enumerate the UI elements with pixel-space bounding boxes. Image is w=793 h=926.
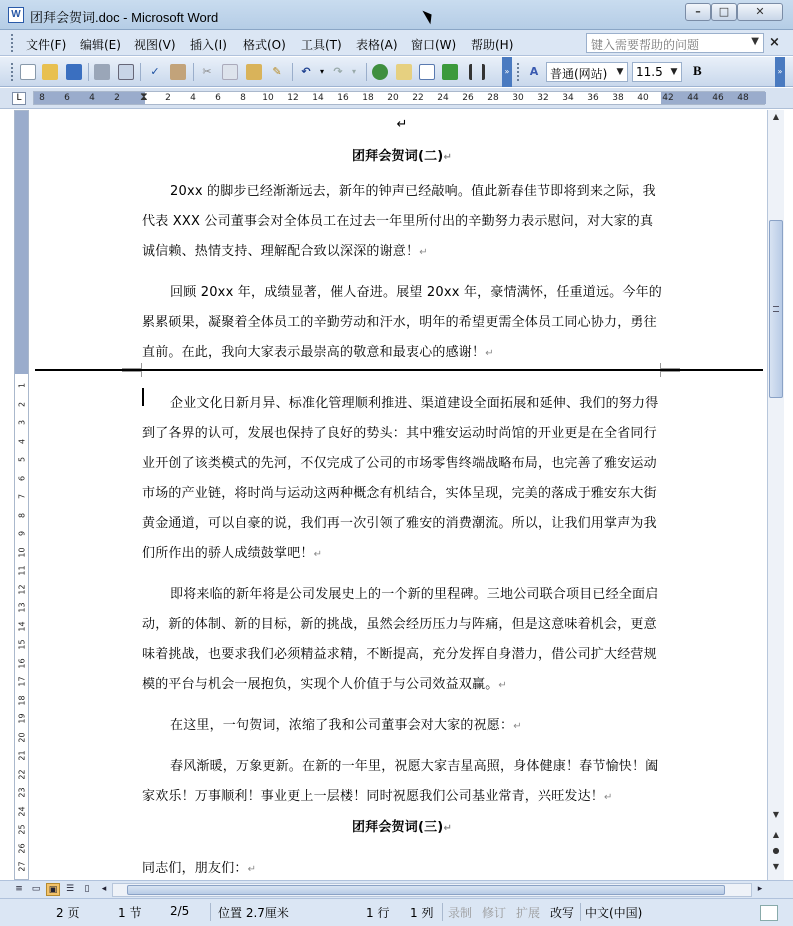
- title-bar: [0, 0, 793, 30]
- paragraph: [142, 278, 662, 369]
- styles-pane-icon[interactable]: A: [529, 65, 539, 78]
- close-window-button[interactable]: ✕: [737, 3, 783, 21]
- window-title: 团拜会贺词.doc - Microsoft Word: [30, 10, 219, 25]
- undo-dropdown-icon[interactable]: ▾: [319, 67, 324, 76]
- toolbar-separator: [140, 63, 141, 81]
- vertical-ruler-tick-label: 20: [17, 731, 27, 743]
- vertical-ruler-tick-label: 2: [17, 401, 27, 407]
- vertical-ruler-tick-label: 5: [17, 456, 27, 463]
- vertical-scrollbar[interactable]: [767, 110, 784, 880]
- thumb-grip: [773, 306, 779, 312]
- paragraph: [142, 389, 662, 570]
- toolbar-separator: [366, 63, 367, 81]
- document-body[interactable]: [142, 116, 662, 880]
- paragraph-mark: ↵: [513, 721, 522, 732]
- status-bar: [0, 898, 793, 926]
- vertical-ruler-tick-label: 24: [17, 805, 27, 817]
- vertical-ruler-tick-label: 10: [17, 546, 27, 558]
- vertical-ruler-tick-label: 17: [17, 676, 27, 687]
- ruler-tick-label: 32: [537, 93, 549, 103]
- help-search-placeholder: 键入需要帮助的问题: [591, 38, 700, 52]
- paragraph-text: 春风渐暖，万象更新。在新的一年里，祝愿大家吉星高照，身体健康！春节愉快！阖家欢乐！万事顺利！事业更上一层楼！同时祝愿我们公司基业常青，兴旺发达！: [142, 759, 659, 804]
- ruler-tick-label: 10: [262, 93, 274, 103]
- vertical-ruler[interactable]: [14, 110, 29, 880]
- toolbar-grip-handle[interactable]: [11, 63, 14, 81]
- cut-icon[interactable]: ✂: [202, 65, 212, 78]
- heading-3-text: 团拜会贺词(三): [351, 820, 444, 835]
- next-page-icon[interactable]: ▼: [772, 862, 780, 871]
- redo-dropdown-icon[interactable]: ▾: [351, 67, 356, 76]
- ruler-tick-label: 46: [712, 93, 724, 103]
- vertical-ruler-tick-label: 13: [17, 602, 27, 613]
- copy-icon[interactable]: [222, 64, 238, 80]
- ruler-tick-label: 40: [637, 93, 649, 103]
- paragraph: [142, 854, 662, 880]
- paragraph-text: 20xx 的脚步已经渐渐远去，新年的钟声已经敲响。值此新春佳节即将到来之际，我代表 XXX 公司董事会对全体员工在过去一年里所付出的辛勤努力表示慰问，对大家的真诚信赖、热情支持、理解配合致以深深的谢意！: [142, 184, 656, 259]
- ruler-tick-label: 44: [687, 93, 699, 103]
- ruler-tick-label: 14: [312, 93, 324, 103]
- paragraph: [142, 580, 662, 701]
- menu-grip-handle[interactable]: [11, 34, 14, 52]
- ruler-tick-label: 6: [64, 93, 70, 103]
- vertical-ruler-tick-label: 9: [17, 530, 27, 537]
- ruler-tick-label: 4: [89, 93, 95, 103]
- ruler-tick-label: 42: [662, 93, 674, 103]
- horizontal-scrollbar[interactable]: [112, 883, 752, 897]
- mouse-pointer-icon: [422, 8, 435, 25]
- chevron-down-icon[interactable]: ▼: [751, 36, 759, 47]
- ruler-tick-label: 26: [462, 93, 474, 103]
- vertical-ruler-tick-label: 18: [17, 694, 27, 706]
- status-page-of: 2/5: [170, 904, 190, 918]
- open-folder-icon[interactable]: [42, 64, 58, 80]
- tables-borders-icon[interactable]: [396, 64, 412, 80]
- ruler-tick-label: 8: [240, 93, 246, 103]
- status-extend[interactable]: 扩展: [516, 906, 541, 920]
- toolbar-separator: [292, 63, 293, 81]
- view-and-hscroll-row: [0, 880, 793, 898]
- ruler-tick-label: 2: [114, 93, 120, 103]
- vertical-ruler-tick-label: 15: [17, 639, 27, 650]
- paragraph: [142, 177, 662, 268]
- spelling-icon[interactable]: ✓: [150, 65, 160, 78]
- toolbar-separator: [88, 63, 89, 81]
- vertical-ruler-tick-label: 19: [17, 713, 27, 724]
- vertical-ruler-tick-label: 8: [17, 512, 27, 518]
- scroll-right-icon[interactable]: ▸: [757, 884, 763, 894]
- chevron-down-icon[interactable]: ▼: [616, 67, 624, 77]
- vertical-ruler-tick-label: 21: [17, 750, 27, 761]
- ruler-tick-label: 28: [487, 93, 499, 103]
- heading-2-text: 团拜会贺词(二): [351, 149, 444, 164]
- print-preview-icon[interactable]: [118, 64, 134, 80]
- toolbar-separator: [193, 63, 194, 81]
- scroll-down-icon[interactable]: ▼: [772, 810, 780, 819]
- vertical-ruler-tick-label: 6: [17, 475, 27, 481]
- ruler-tick-label: 38: [612, 93, 624, 103]
- vertical-ruler-tick-label: 25: [17, 824, 27, 835]
- paragraph-mark: ↵: [443, 152, 453, 163]
- ruler-tick-label: 4: [190, 93, 196, 103]
- research-icon[interactable]: [170, 64, 186, 80]
- empty-paragraph-mark: ↵: [396, 117, 408, 132]
- vertical-ruler-tick-label: 27: [17, 861, 27, 872]
- ruler-tick-label: 8: [39, 93, 45, 103]
- status-overtype[interactable]: 改写: [550, 906, 575, 920]
- status-section: 1 节: [118, 906, 142, 920]
- ruler-tick-label: 12: [287, 93, 299, 103]
- help-search-input[interactable]: [586, 33, 764, 53]
- vertical-ruler-tick-label: 4: [17, 438, 27, 444]
- new-doc-icon[interactable]: [20, 64, 36, 80]
- paragraph-mark: ↵: [419, 247, 428, 258]
- scrollbar-thumb[interactable]: [769, 220, 783, 398]
- toolbar-options-icon[interactable]: »: [775, 57, 785, 87]
- menu-edit[interactable]: 编辑(E): [80, 38, 121, 52]
- ruler-tick-label: 24: [437, 93, 449, 103]
- web-layout-icon[interactable]: ▭: [31, 884, 41, 894]
- scroll-left-icon[interactable]: ◂: [101, 884, 107, 894]
- vertical-ruler-tick-label: 22: [17, 768, 27, 780]
- paragraph-mark: ↵: [247, 864, 257, 875]
- format-toolbar-grip-handle[interactable]: [517, 63, 520, 81]
- ruler-tick-label: 30: [512, 93, 524, 103]
- toolbar-options-icon[interactable]: »: [502, 57, 512, 87]
- font-size-select[interactable]: [632, 62, 682, 82]
- redo-icon[interactable]: ↷: [333, 65, 343, 78]
- insert-excel-icon[interactable]: [442, 64, 458, 80]
- status-separator: [210, 903, 211, 921]
- paragraph-mark: ↵: [313, 549, 323, 560]
- reading-layout-icon[interactable]: ▯: [84, 884, 90, 894]
- bold-button[interactable]: B: [693, 63, 702, 78]
- document-canvas[interactable]: [30, 110, 767, 880]
- vertical-ruler-tick-label: 7: [17, 493, 27, 500]
- menu-tools[interactable]: 工具(T): [301, 38, 342, 52]
- minimize-button[interactable]: –: [685, 3, 711, 21]
- vertical-ruler-tick-label: 16: [17, 657, 27, 669]
- paragraph-text: 同志们，朋友们：: [142, 861, 248, 876]
- status-separator: [442, 903, 443, 921]
- status-separator: [580, 903, 581, 921]
- outline-view-icon[interactable]: ☰: [65, 884, 75, 894]
- vertical-ruler-tick-label: 11: [17, 565, 27, 576]
- menu-window[interactable]: 窗口(W): [411, 38, 457, 52]
- paragraph-text: 企业文化日新月异、标准化管理顺利推进、渠道建设全面拓展和延伸、我们的努力得到了各界的认可，发展也保持了良好的势头：其中雅安运动时尚馆的开业更是在全省同行业开创了该类模式的先河，不仅完成了公司的市场零售终端战略布局，也完善了雅安运动市场的产业链，将时尚与运动这两种概念有机结合，实体呈现，完美的落成于雅安东大街黄金通道，可以自豪的说，我们再一次引领了雅安的消费潮流。所以，让我们用掌声为我们所作出的骄人成绩鼓掌吧！: [142, 396, 659, 561]
- paragraph: [142, 752, 662, 813]
- vertical-ruler-tick-label: 1: [17, 382, 27, 389]
- paragraph-text: 即将来临的新年将是公司发展史上的一个新的里程碑。三地公司联合项目已经全面启动，新的体制、新的目标，新的挑战，虽然会经历压力与阵痛，但是这意味着机会，更意味着挑战，也要求我们必须精益求精，不断提高，充分发挥自身潜力，借公司扩大经营规模的平台与机会一展抱负，实现个人价值于与公司效益双赢。: [142, 587, 659, 692]
- scroll-up-icon[interactable]: ▲: [772, 112, 780, 121]
- tab-selector[interactable]: L: [12, 92, 26, 105]
- save-icon[interactable]: [66, 64, 82, 80]
- format-painter-icon[interactable]: ✎: [272, 65, 282, 78]
- horizontal-ruler[interactable]: [33, 91, 765, 105]
- ruler-tick-label: 2: [165, 93, 171, 103]
- status-position: 位置 2.7厘米: [218, 906, 289, 920]
- vertical-ruler-tick-label: 3: [17, 419, 27, 426]
- previous-page-icon[interactable]: ▲: [772, 830, 780, 839]
- close-document-button[interactable]: ×: [769, 35, 780, 50]
- menu-table[interactable]: 表格(A): [356, 38, 398, 52]
- insert-table-icon[interactable]: [419, 64, 435, 80]
- menu-file[interactable]: 文件(F): [26, 38, 67, 52]
- menu-help[interactable]: 帮助(H): [471, 38, 514, 52]
- menu-view[interactable]: 视图(V): [134, 38, 176, 52]
- status-line: 1 行: [366, 906, 390, 920]
- ruler-tick-label: 22: [412, 93, 424, 103]
- normal-view-icon[interactable]: ≡: [15, 884, 23, 894]
- status-record[interactable]: 录制: [448, 906, 473, 920]
- menu-format[interactable]: 格式(O): [243, 38, 286, 52]
- ruler-tick-label: 20: [387, 93, 399, 103]
- vertical-ruler-tick-label: 26: [17, 842, 27, 854]
- status-track-changes[interactable]: 修订: [482, 906, 507, 920]
- ruler-tick-label: 6: [215, 93, 221, 103]
- standard-toolbar: [0, 57, 793, 87]
- crop-mark: [122, 371, 142, 377]
- style-select[interactable]: [546, 62, 628, 82]
- ruler-tick-label: 48: [737, 93, 749, 103]
- top-margin-zone: [15, 111, 28, 374]
- word-app-icon: W: [8, 7, 24, 23]
- ruler-row: [0, 88, 793, 109]
- heading-3: [142, 813, 662, 844]
- heading-2: [142, 142, 662, 173]
- status-language[interactable]: 中文(中国): [585, 906, 643, 920]
- chevron-down-icon[interactable]: ▼: [670, 67, 678, 77]
- menu-bar: [0, 30, 793, 56]
- ruler-tick-label: 16: [337, 93, 349, 103]
- paragraph-mark: ↵: [443, 823, 453, 834]
- ruler-tick-label: 34: [562, 93, 574, 103]
- vertical-ruler-tick-label: 14: [17, 620, 27, 632]
- ruler-tick-label: 36: [587, 93, 599, 103]
- menu-insert[interactable]: 插入(I): [190, 38, 227, 52]
- status-page: 2 页: [56, 906, 80, 920]
- crop-mark: [660, 371, 680, 377]
- vertical-ruler-tick-label: 23: [17, 787, 27, 798]
- paragraph: [142, 711, 662, 742]
- browse-object-icon[interactable]: ●: [772, 846, 780, 855]
- paragraph-text: 在这里，一句贺词，浓缩了我和公司董事会对大家的祝愿：: [170, 718, 514, 733]
- paragraph-mark: ↵: [604, 792, 613, 803]
- style-select-value: 普通(网站): [550, 67, 608, 81]
- columns-icon[interactable]: [469, 64, 485, 80]
- undo-icon[interactable]: ↶: [301, 65, 311, 78]
- paragraph-text: 回顾 20xx 年，成绩显著，催人奋进。展望 20xx 年，豪情满怀，任重道远。今年的累累硕果，凝聚着全体员工的辛勤劳动和汗水，明年的希望更需全体员工同心协力，勇往直前。在此，我向大家表示最崇高的敬意和最衷心的感谢！: [142, 285, 662, 360]
- print-icon[interactable]: [94, 64, 110, 80]
- paragraph-mark: ↵: [498, 680, 507, 691]
- maximize-button[interactable]: □: [711, 3, 737, 21]
- paragraph-mark: ↵: [485, 348, 494, 359]
- spelling-status-icon[interactable]: [760, 905, 778, 921]
- status-column: 1 列: [410, 906, 434, 920]
- font-size-value: 11.5: [636, 65, 663, 79]
- vertical-ruler-tick-label: 12: [17, 583, 27, 595]
- ruler-tick-label: 18: [362, 93, 374, 103]
- indent-marker-icon[interactable]: ⧗: [140, 90, 148, 103]
- hscroll-thumb[interactable]: [127, 885, 725, 895]
- print-layout-icon[interactable]: ▣: [46, 883, 60, 896]
- hyperlink-icon[interactable]: [372, 64, 388, 80]
- paste-icon[interactable]: [246, 64, 262, 80]
